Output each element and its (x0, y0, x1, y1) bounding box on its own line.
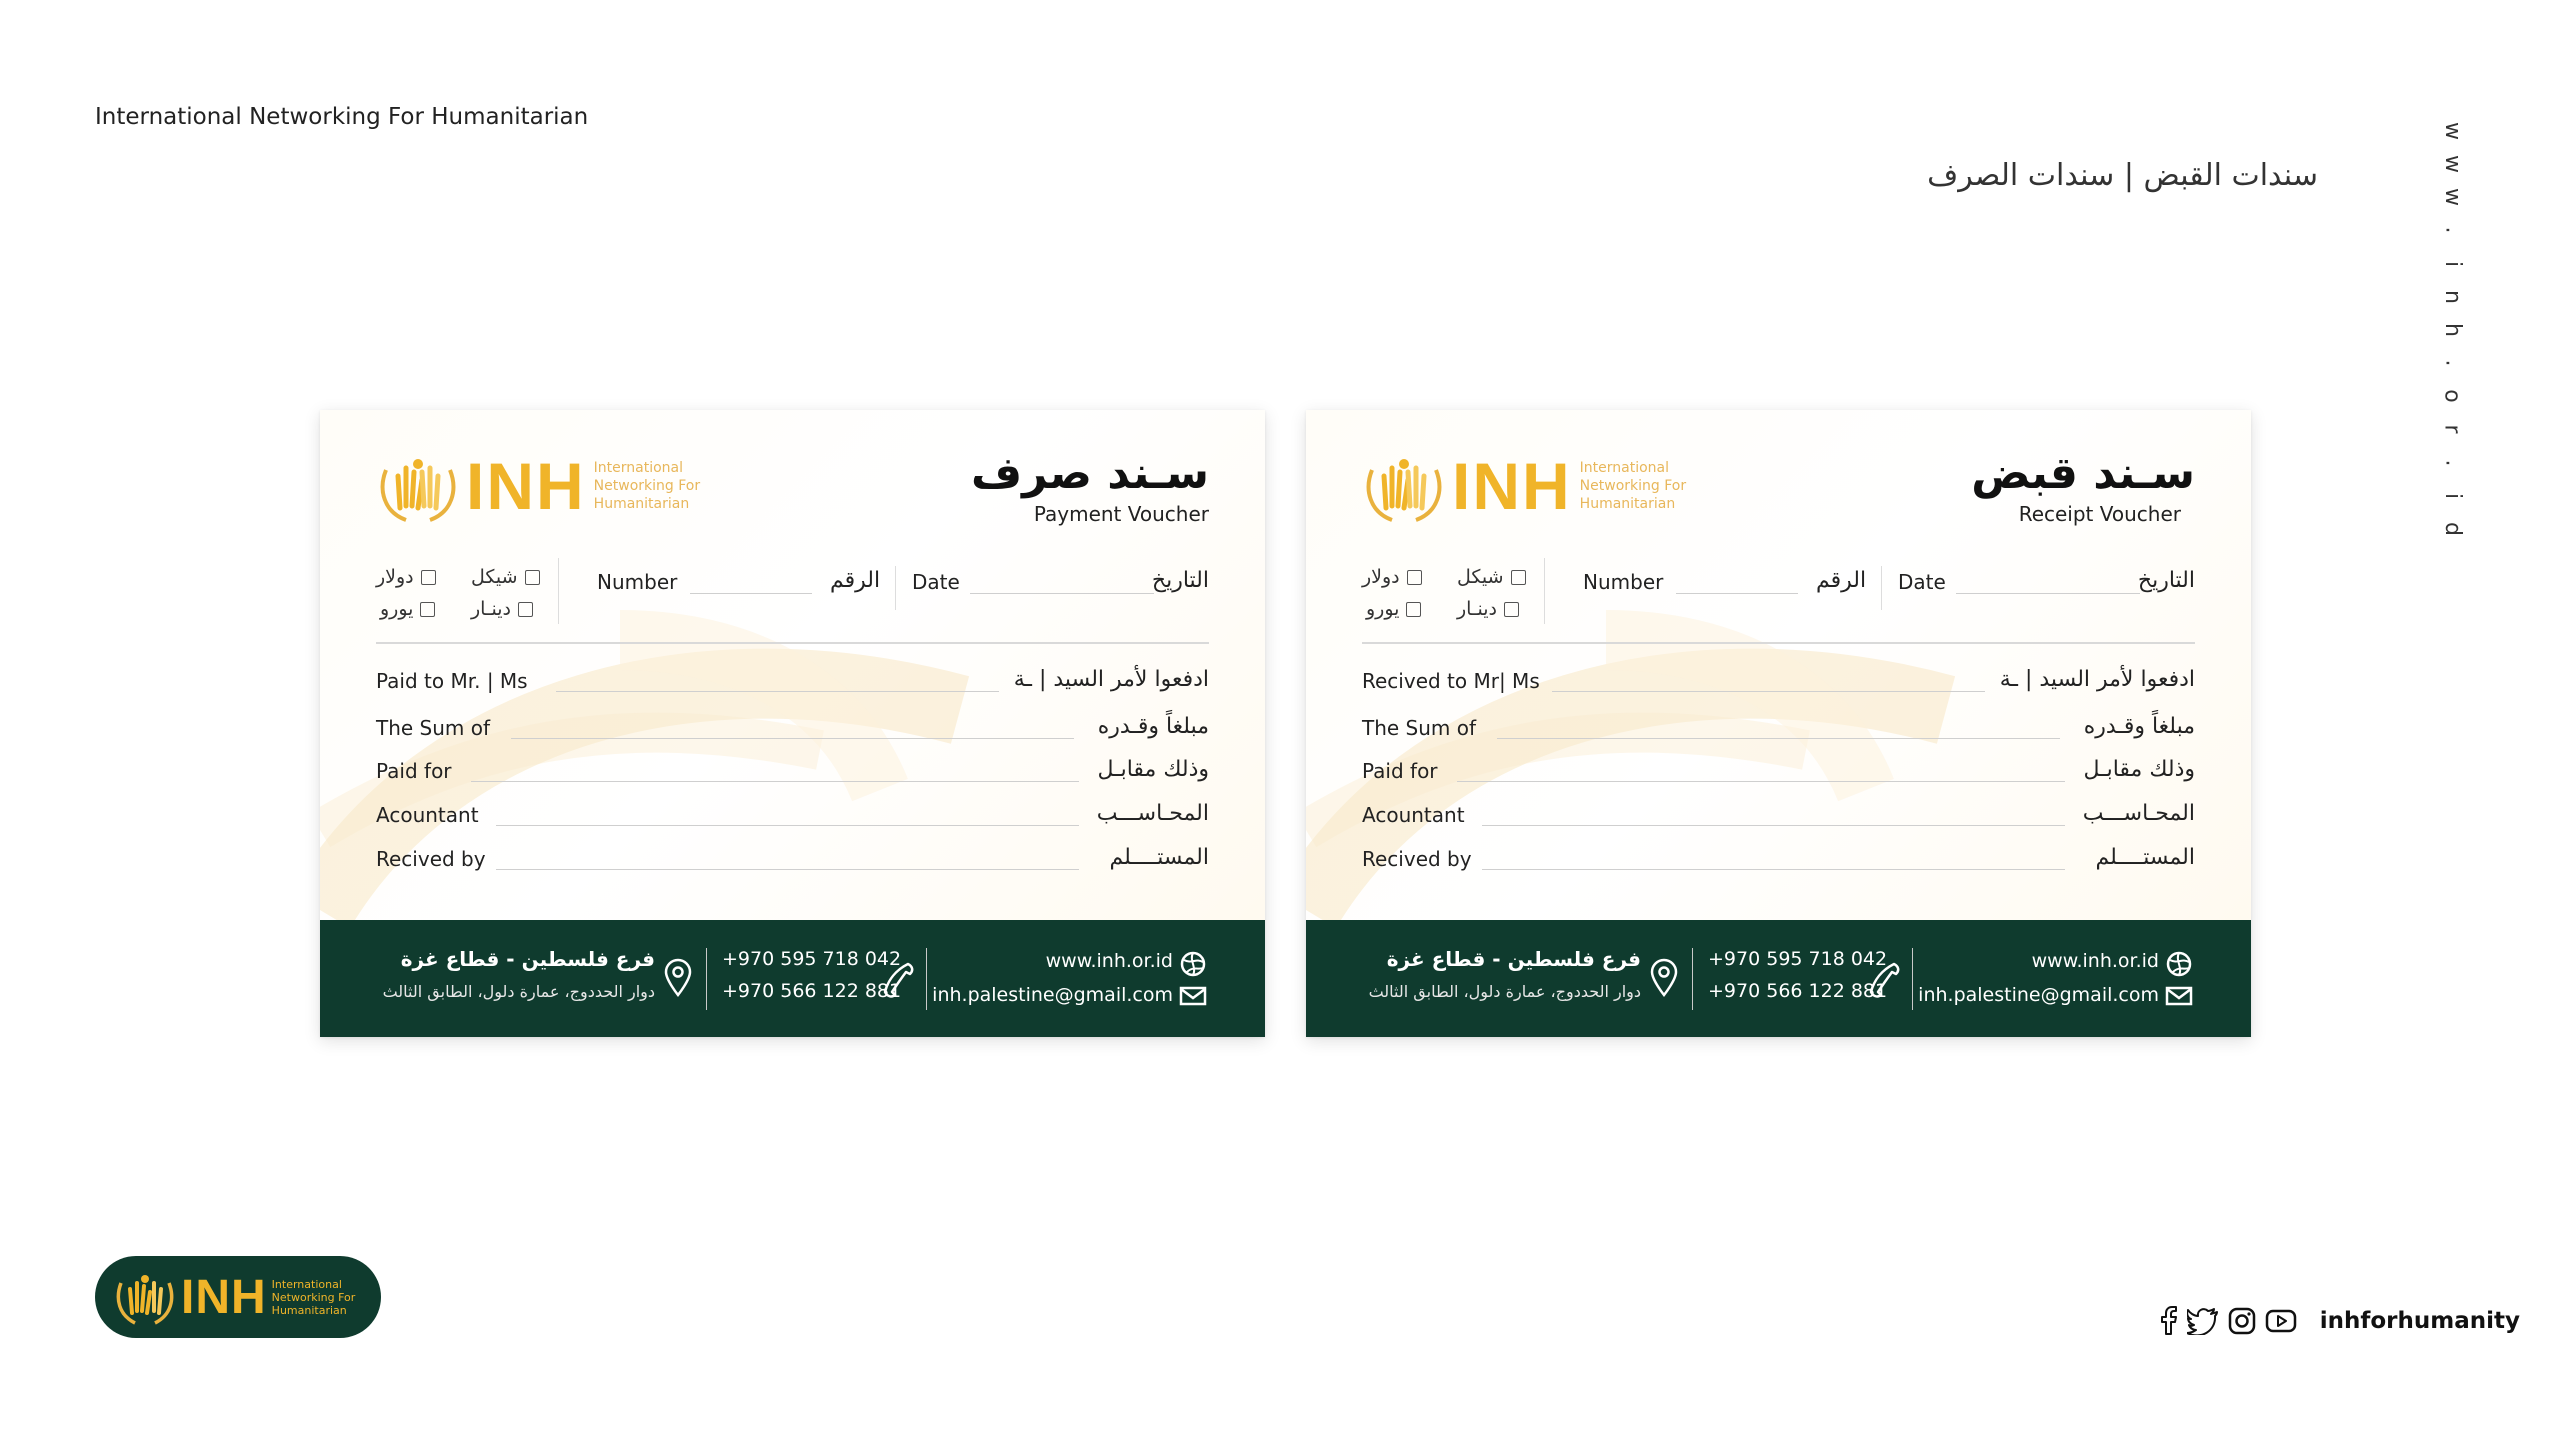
checkbox[interactable] (1511, 570, 1526, 585)
divider (706, 948, 707, 1010)
logo-wordmark: INH (181, 1270, 267, 1324)
checkbox[interactable] (518, 602, 533, 617)
number-label-en: Number (1583, 570, 1664, 594)
field-label-en: The Sum of (1362, 716, 1477, 740)
field-label-ar: مبلغاً وقـدره (2083, 714, 2195, 739)
field-input-line[interactable] (1482, 825, 2065, 826)
location-pin-icon (1649, 958, 1679, 998)
divider (1362, 642, 2195, 644)
vertical-website-url (2432, 120, 2472, 540)
currency-dollar[interactable] (1362, 566, 1422, 588)
field-label-en: Acountant (376, 803, 479, 827)
checkbox[interactable] (1407, 570, 1422, 585)
divider (1692, 948, 1693, 1010)
logo-subtitle-line: Humanitarian (1579, 496, 1676, 512)
page-title: سندات القبض | سندات الصرف (1927, 158, 2318, 193)
field-row (1362, 800, 2195, 834)
twitter-icon[interactable] (2187, 1307, 2219, 1335)
logo-subtitle-line: Humanitarian (271, 1303, 347, 1317)
field-label-ar: المحـاســـب (2082, 801, 2195, 826)
instagram-icon[interactable] (2228, 1307, 2256, 1335)
voucher-body (320, 410, 1265, 920)
currency-shekel[interactable] (471, 566, 540, 588)
website-link[interactable]: www.inh.or.id (1045, 950, 1173, 972)
number-label-en: Number (597, 570, 678, 594)
logo-subtitle-line: Networking For (593, 478, 701, 494)
social-links (2158, 1306, 2520, 1336)
email-link[interactable]: inh.palestine@gmail.com (1918, 984, 2159, 1006)
date-label-en: Date (912, 570, 960, 594)
voucher-title-en: Payment Voucher (1033, 502, 1209, 526)
logo-subtitle-line: International (593, 460, 684, 476)
logo-subtitle-line: Networking For (271, 1290, 356, 1304)
email-icon (2165, 985, 2193, 1007)
location-pin-icon (663, 958, 693, 998)
currency-shekel[interactable] (1457, 566, 1526, 588)
hands-wreath-icon (376, 450, 460, 522)
url-char: h (2439, 322, 2465, 337)
url-char: d (2440, 521, 2465, 536)
org-name: International Networking For Humanitarian (95, 104, 589, 130)
checkbox[interactable] (420, 602, 435, 617)
url-char: w (2440, 122, 2465, 140)
url-char: i (2440, 260, 2465, 267)
field-input-line[interactable] (471, 781, 1079, 782)
url-char: . (2440, 226, 2465, 234)
voucher-body (1306, 410, 2251, 920)
divider (1912, 948, 1913, 1010)
divider (1881, 566, 1882, 610)
phone-2[interactable]: +970 566 122 881 (1708, 980, 1888, 1002)
field-row (376, 756, 1209, 790)
url-char: r (2439, 424, 2465, 434)
youtube-icon[interactable] (2265, 1308, 2297, 1334)
phone-icon (882, 960, 916, 998)
field-input-line[interactable] (1457, 781, 2065, 782)
field-label-ar: وذلك مقابـل (1097, 757, 1209, 782)
currency-dollar[interactable] (376, 566, 436, 588)
logo-wordmark: INH (1452, 449, 1572, 523)
currency-euro[interactable] (380, 598, 435, 620)
payment-voucher (320, 410, 1265, 1037)
date-label-en: Date (1898, 570, 1946, 594)
field-input-line[interactable] (1482, 869, 2065, 870)
voucher-title-ar: سـند قبض (1971, 448, 2195, 499)
address-detail: دوار الحددوج، عمارة دلول، الطابق الثالث (1368, 982, 1641, 1001)
address-title: فرع فلسطين - قطاع غزة (1386, 947, 1641, 971)
logo-subtitle (1580, 459, 1700, 513)
number-line[interactable] (1676, 593, 1798, 594)
field-row (376, 666, 1209, 700)
logo-subtitle-line: International (271, 1277, 342, 1291)
field-row (1362, 666, 2195, 700)
field-row (376, 844, 1209, 878)
address-detail: دوار الحددوج، عمارة دلول، الطابق الثالث (382, 982, 655, 1001)
field-row (1362, 756, 2195, 790)
currency-options (376, 560, 551, 630)
field-input-line[interactable] (556, 691, 999, 692)
date-label-ar: التاريخ (2137, 568, 2195, 593)
field-row (1362, 844, 2195, 878)
hands-wreath-icon (1362, 450, 1446, 522)
voucher-title-en: Receipt Voucher (2018, 502, 2181, 526)
field-row (1362, 713, 2195, 747)
website-link[interactable]: www.inh.or.id (2031, 950, 2159, 972)
currency-label: دينـار (471, 598, 512, 620)
checkbox[interactable] (1406, 602, 1421, 617)
number-label-ar: الرقم (830, 568, 881, 593)
field-label-ar: المستــــلم (1109, 845, 1209, 870)
field-label-en: Acountant (1362, 803, 1465, 827)
inh-logo (1362, 450, 1700, 522)
currency-dinar[interactable] (471, 598, 533, 620)
divider (376, 642, 1209, 644)
phone-1[interactable]: +970 595 718 042 (722, 948, 902, 970)
field-row (376, 713, 1209, 747)
currency-label: شيكل (1457, 566, 1504, 588)
field-label-en: Paid for (1362, 759, 1438, 783)
url-char: . (2440, 359, 2465, 367)
globe-icon (2165, 950, 2193, 978)
phone-2[interactable]: +970 566 122 881 (722, 980, 902, 1002)
url-char: i (2440, 492, 2465, 499)
currency-dinar[interactable] (1457, 598, 1519, 620)
field-input-line[interactable] (1497, 738, 2060, 739)
field-label-ar: المستــــلم (2095, 845, 2195, 870)
currency-label: شيكل (471, 566, 518, 588)
checkbox[interactable] (1504, 602, 1519, 617)
checkbox[interactable] (421, 570, 436, 585)
checkbox[interactable] (525, 570, 540, 585)
url-char: . (2440, 459, 2465, 467)
hands-wreath-icon (113, 1269, 177, 1325)
field-label-en: Recived by (1362, 847, 1472, 871)
voucher-title-ar: سـند صرف (970, 448, 1209, 499)
logo-wordmark: INH (466, 449, 586, 523)
field-label-ar: وذلك مقابـل (2083, 757, 2195, 782)
field-input-line[interactable] (511, 738, 1074, 739)
phone-1[interactable]: +970 595 718 042 (1708, 948, 1888, 970)
logo-subtitle (272, 1278, 362, 1317)
url-char: w (2440, 188, 2465, 207)
field-label-en: Recived to Mr| Ms (1362, 669, 1540, 693)
currency-label: يورو (1366, 598, 1400, 620)
divider (926, 948, 927, 1010)
phone-icon (1868, 960, 1902, 998)
field-label-en: Paid for (376, 759, 452, 783)
email-link[interactable]: inh.palestine@gmail.com (932, 984, 1173, 1006)
field-label-ar: المحـاســـب (1096, 801, 1209, 826)
field-label-en: The Sum of (376, 716, 491, 740)
divider (558, 558, 559, 624)
url-char: n (2439, 289, 2465, 304)
divider (1544, 558, 1545, 624)
logo-subtitle-line: International (1579, 460, 1670, 476)
voucher-footer (320, 920, 1265, 1037)
address-title: فرع فلسطين - قطاع غزة (400, 947, 655, 971)
receipt-voucher (1306, 410, 2251, 1037)
field-row (376, 800, 1209, 834)
field-input-line[interactable] (496, 825, 1079, 826)
facebook-icon[interactable] (2158, 1306, 2178, 1336)
date-label-ar: التاريخ (1151, 568, 1209, 593)
field-input-line[interactable] (496, 869, 1079, 870)
bottom-logo-badge (95, 1256, 381, 1338)
number-line[interactable] (690, 593, 812, 594)
field-label-ar: ادفعوا لأمر السيد | ـة (1999, 667, 2195, 692)
field-label-en: Recived by (376, 847, 486, 871)
currency-label: يورو (380, 598, 414, 620)
divider (895, 566, 896, 610)
logo-subtitle-line: Humanitarian (593, 496, 690, 512)
email-icon (1179, 985, 1207, 1007)
currency-euro[interactable] (1366, 598, 1421, 620)
logo-subtitle (594, 459, 714, 513)
url-char: o (2440, 389, 2465, 403)
logo-subtitle-line: Networking For (1579, 478, 1687, 494)
inh-logo (376, 450, 714, 522)
voucher-footer (1306, 920, 2251, 1037)
social-handle[interactable]: inhforhumanity (2319, 1308, 2520, 1334)
currency-options (1362, 560, 1537, 630)
date-line[interactable] (970, 593, 1154, 594)
number-label-ar: الرقم (1816, 568, 1867, 593)
currency-label: دولار (376, 566, 414, 588)
field-label-ar: ادفعوا لأمر السيد | ـة (1013, 667, 1209, 692)
field-input-line[interactable] (1552, 691, 1985, 692)
currency-label: دينـار (1457, 598, 1498, 620)
currency-label: دولار (1362, 566, 1400, 588)
field-label-en: Paid to Mr. | Ms (376, 669, 528, 693)
globe-icon (1179, 950, 1207, 978)
url-char: w (2440, 155, 2465, 174)
date-line[interactable] (1956, 593, 2140, 594)
field-label-ar: مبلغاً وقـدره (1097, 714, 1209, 739)
